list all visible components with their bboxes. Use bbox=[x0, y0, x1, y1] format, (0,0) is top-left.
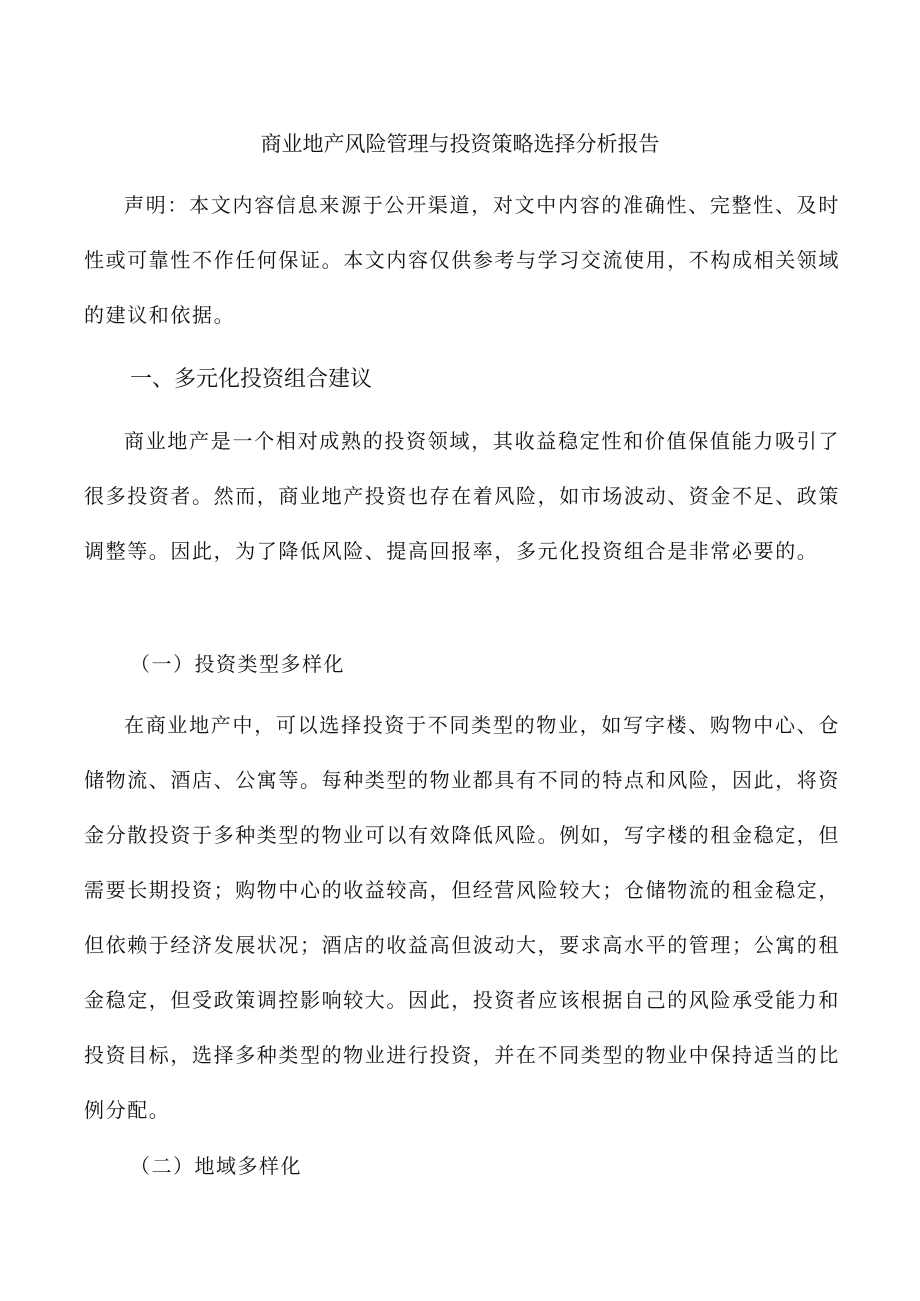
section-heading-diversified-portfolio: 一、多元化投资组合建议 bbox=[130, 367, 373, 392]
subsection-body-investment-types: 在商业地产中，可以选择投资于不同类型的物业，如写字楼、购物中心、仓储物流、酒店、公寓等。每种类型的物业都具有不同的特点和风险，因此，将资金分散投资于多种类型的物业可以有效降低风险。例如，写字楼的租金稳定，但需要长期投资；购物中心的收益较高，但经营风险较大；仓储物流的租金稳定，但依赖于经济发展状况；酒店的收益高但波动大，要求高水平的管理；公寓的租金稳定，但受政策调控影响较大。因此，投资者应该根据自己的风险承受能力和投资目标，选择多种类型的物业进行投资，并在不同类型的物业中保持适当的比例分配。 bbox=[84, 713, 840, 1122]
document-title: 商业地产风险管理与投资策略选择分析报告 bbox=[260, 132, 660, 156]
subsection-heading-geographic: （二）地域多样化 bbox=[130, 1154, 302, 1178]
subsection-heading-investment-types: （一）投资类型多样化 bbox=[130, 652, 345, 676]
section-intro-paragraph: 商业地产是一个相对成熟的投资领域，其收益稳定性和价值保值能力吸引了很多投资者。然而，商业地产投资也存在着风险，如市场波动、资金不足、政策调整等。因此，为了降低风险、提高回报率，多元化投资组合是非常必要的。 bbox=[84, 429, 840, 563]
disclaimer-paragraph: 声明：本文内容信息来源于公开渠道，对文中内容的准确性、完整性、及时性或可靠性不作任何保证。本文内容仅供参考与学习交流使用，不构成相关领域的建议和依据。 bbox=[84, 193, 840, 327]
